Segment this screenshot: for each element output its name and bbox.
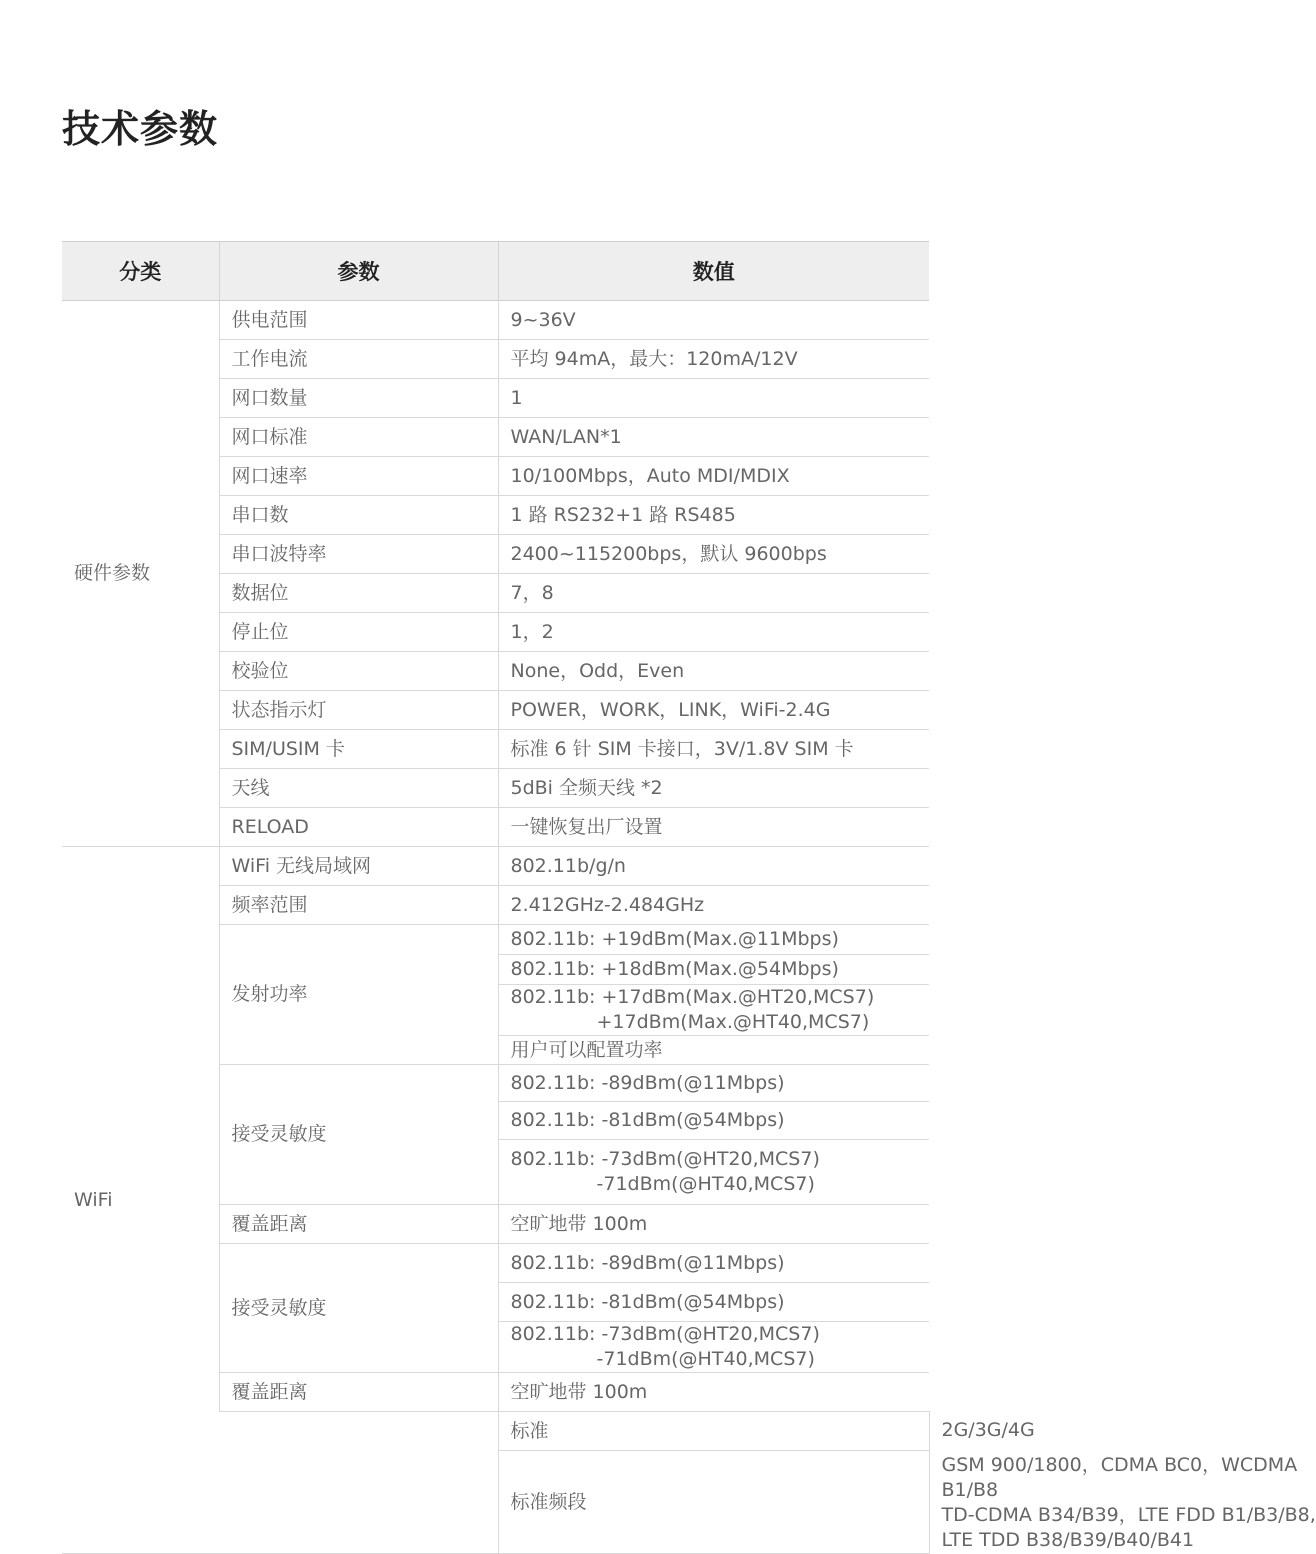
value-cell: POWER，WORK，LINK，WiFi-2.4G [498, 691, 929, 730]
param-cell: 网口速率 [219, 457, 498, 496]
param-cell: WiFi 无线局域网 [219, 847, 498, 886]
param-cell: 状态指示灯 [219, 691, 498, 730]
param-cell: 停止位 [219, 613, 498, 652]
param-cell: 标准 [498, 1412, 929, 1451]
param-cell: 覆盖距离 [219, 1205, 498, 1244]
value-cell: 7，8 [498, 574, 929, 613]
value-cell: 5dBi 全频天线 *2 [498, 769, 929, 808]
value-cell: None，Odd，Even [498, 652, 929, 691]
param-cell: 网口标准 [219, 418, 498, 457]
param-cell: 标准频段 [498, 1451, 929, 1554]
value-cell: 标准 6 针 SIM 卡接口，3V/1.8V SIM 卡 [498, 730, 929, 769]
table-row: 标准 2G/3G/4G [62, 1412, 929, 1451]
value-cell: 1，2 [498, 613, 929, 652]
header-category: 分类 [62, 242, 219, 301]
param-cell: 供电范围 [219, 301, 498, 340]
param-cell: 覆盖距离 [219, 1373, 498, 1412]
param-cell: 发射功率 [219, 925, 498, 1065]
value-cell: 2400~115200bps，默认 9600bps [498, 535, 929, 574]
value-cell: 802.11b/g/n [498, 847, 929, 886]
value-cell: 空旷地带 100m [498, 1205, 929, 1244]
value-cell: 一键恢复出厂设置 [498, 808, 929, 847]
header-value: 数值 [498, 242, 929, 301]
value-line: +17dBm(Max.@HT40,MCS7) [596, 1011, 870, 1033]
header-parameter: 参数 [219, 242, 498, 301]
param-cell: 天线 [219, 769, 498, 808]
value-line: 802.11b: -73dBm(@HT20,MCS7) [510, 1148, 820, 1170]
value-cell: 用户可以配置功率 [498, 1036, 929, 1065]
spec-table [62, 241, 1316, 1554]
param-cell: 校验位 [219, 652, 498, 691]
value-cell: 1 [498, 379, 929, 418]
value-line: -71dBm(@HT40,MCS7) [596, 1173, 815, 1195]
value-cell: WAN/LAN*1 [498, 418, 929, 457]
param-cell: RELOAD [219, 808, 498, 847]
value-cell: 平均 94mA，最大：120mA/12V [498, 340, 929, 379]
param-cell: 接受灵敏度 [219, 1065, 498, 1205]
value-line: 802.11b: -73dBm(@HT20,MCS7) [510, 1323, 820, 1345]
value-cell: 802.11b: -89dBm(@11Mbps) [498, 1244, 929, 1283]
value-line: 802.11b: +17dBm(Max.@HT20,MCS7) [510, 986, 875, 1008]
param-cell: 串口数 [219, 496, 498, 535]
param-cell: SIM/USIM 卡 [219, 730, 498, 769]
value-cell: 802.11b: +18dBm(Max.@54Mbps) [498, 955, 929, 985]
value-cell: 2.412GHz-2.484GHz [498, 886, 929, 925]
table-header-row [62, 242, 929, 301]
value-cell [498, 1140, 929, 1205]
value-line: -71dBm(@HT40,MCS7) [596, 1348, 815, 1370]
param-cell: 串口波特率 [219, 535, 498, 574]
category-cellular [219, 1412, 498, 1554]
table-row [62, 847, 929, 886]
value-cell [498, 1322, 929, 1373]
value-cell: 802.11b: +19dBm(Max.@11Mbps) [498, 925, 929, 955]
category-hardware: 硬件参数 [62, 301, 219, 847]
param-cell: 数据位 [219, 574, 498, 613]
param-cell: 工作电流 [219, 340, 498, 379]
value-cell: 空旷地带 100m [498, 1373, 929, 1412]
value-cell: 10/100Mbps，Auto MDI/MDIX [498, 457, 929, 496]
value-cell: 1 路 RS232+1 路 RS485 [498, 496, 929, 535]
category-wifi: WiFi [62, 847, 219, 1554]
value-cell: 9~36V [498, 301, 929, 340]
page-title: 技术参数 [62, 107, 219, 151]
param-cell: 网口数量 [219, 379, 498, 418]
table-row [62, 301, 929, 340]
value-cell: 802.11b: -81dBm(@54Mbps) [498, 1102, 929, 1140]
param-cell: 频率范围 [219, 886, 498, 925]
param-cell: 接受灵敏度 [219, 1244, 498, 1373]
value-cell: 802.11b: -81dBm(@54Mbps) [498, 1283, 929, 1322]
table-row: 标准频段 GSM 900/1800，CDMA BC0，WCDMA B1/B8 TD-CDMA B34/B39，LTE FDD B1/B3/B8, LTE TDD B38/B39/B40/B41 [62, 1451, 929, 1554]
value-cell [498, 985, 929, 1036]
value-cell: 802.11b: -89dBm(@11Mbps) [498, 1065, 929, 1102]
